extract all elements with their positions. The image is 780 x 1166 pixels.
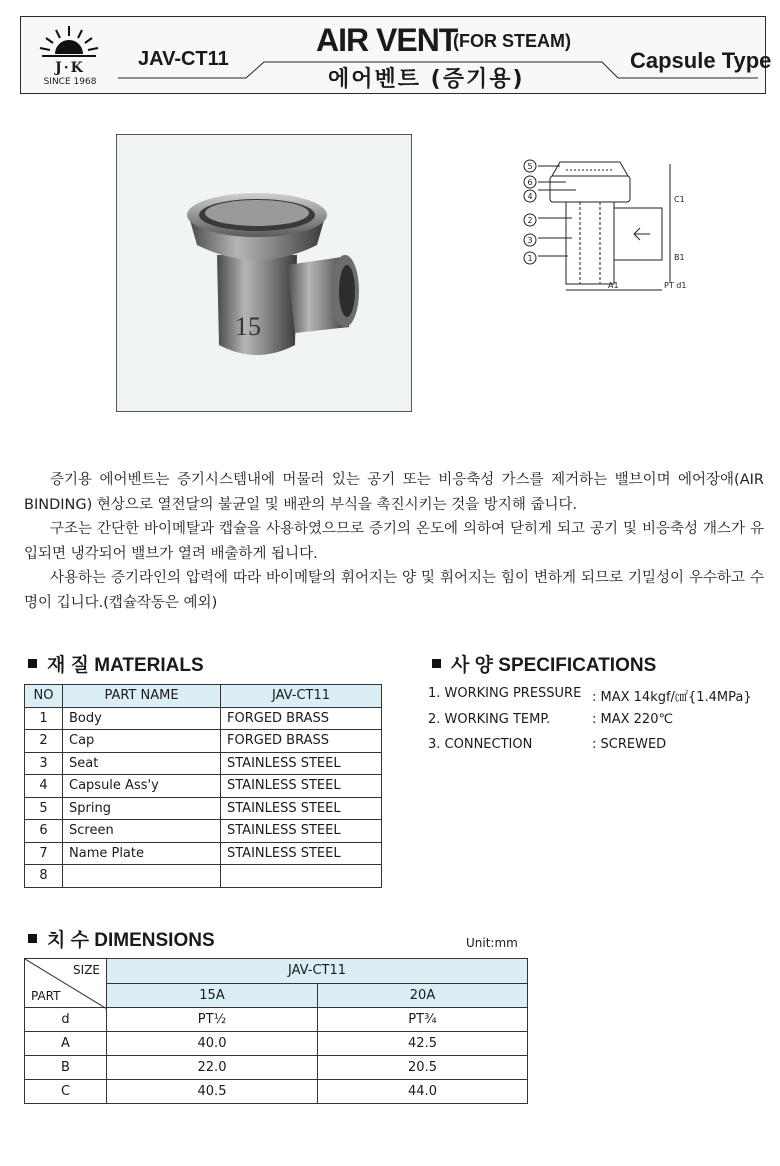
table-row: 3 Seat STAINLESS STEEL	[25, 752, 382, 775]
page-title-suffix: (FOR STEAM)	[453, 31, 571, 51]
column-header: PART NAME	[63, 685, 221, 708]
product-photo	[116, 134, 412, 412]
callout-4	[524, 190, 536, 202]
page-title: AIR VENT	[316, 22, 458, 58]
size-part-corner	[25, 959, 107, 1008]
size-label: SIZE	[73, 963, 100, 977]
brand-logo-text: J·K	[55, 60, 85, 76]
size-header: 15A	[107, 983, 318, 1008]
callout-6	[524, 176, 536, 188]
dimensions-table	[24, 958, 528, 1104]
callout-2	[524, 214, 536, 226]
svg-text:5: 5	[527, 162, 533, 171]
model-number: JAV-CT11	[138, 48, 229, 70]
spec-value: : SCREWED	[592, 737, 667, 752]
table-row: 7 Name Plate STAINLESS STEEL	[25, 842, 382, 865]
table-row: 5 Spring STAINLESS STEEL	[25, 797, 382, 820]
description-paragraph: 구조는 간단한 바이메탈과 캡슐을 사용하였으므로 증기의 온도에 의하여 닫히게 되고 공기 및 비응축성 개스가 유입되면 냉각되어 밸브가 열려 배출하게 됩니다.	[24, 521, 764, 562]
specifications-heading: 사 양 SPECIFICATIONS	[432, 650, 656, 677]
table-row: A 40.0 42.5	[25, 1032, 528, 1056]
sun-logo-icon	[38, 24, 100, 58]
dim-label-b1: B1	[674, 253, 685, 262]
table-row: B 22.0 20.5	[25, 1056, 528, 1080]
column-header: NO	[25, 685, 63, 708]
svg-text:6: 6	[527, 178, 533, 187]
bullet-square-icon	[28, 934, 37, 943]
part-label: PART	[31, 989, 61, 1003]
svg-text:1: 1	[527, 254, 533, 263]
dim-label-a1: A1	[608, 281, 619, 290]
dim-label-c1: C1	[674, 195, 685, 204]
bullet-square-icon	[28, 659, 37, 668]
table-row: 4 Capsule Ass'y STAINLESS STEEL	[25, 775, 382, 798]
description-paragraph: 증기용 에어벤트는 증기시스템내에 머물러 있는 공기 또는 비응축성 가스를 제거하는 밸브이며 에어장애(AIR BINDING) 현상으로 열전달의 불균일 및 배관의 부식을 촉진시키는 것을 방지해 줍니다.	[24, 472, 764, 513]
spec-label: 1. WORKING PRESSURE	[428, 686, 582, 701]
callout-1	[524, 252, 536, 264]
size-header: 20A	[318, 983, 528, 1008]
svg-text:2: 2	[527, 216, 533, 225]
page-title-korean: 에어벤트 (증기용)	[328, 67, 525, 92]
dimensions-heading: 치 수 DIMENSIONS	[28, 925, 215, 952]
table-row: 6 Screen STAINLESS STEEL	[25, 820, 382, 843]
photo-size-mark: 15	[235, 312, 261, 341]
table-row: d PT½ PT¾	[25, 1008, 528, 1032]
brand-since: SINCE 1968	[43, 77, 97, 87]
table-row: 1 Body FORGED BRASS	[25, 707, 382, 730]
spec-value: : MAX 14kgf/㎠{1.4MPa}	[592, 690, 752, 705]
callout-5	[524, 160, 536, 172]
spec-value: : MAX 220℃	[592, 712, 674, 727]
table-row: C 40.5 44.0	[25, 1080, 528, 1104]
svg-text:4: 4	[527, 192, 533, 201]
table-row: 8	[25, 865, 382, 888]
unit-label: Unit:mm	[466, 936, 518, 950]
spec-label: 2. WORKING TEMP.	[428, 712, 551, 727]
materials-heading: 재 질 MATERIALS	[28, 650, 204, 677]
svg-text:3: 3	[527, 236, 533, 245]
description	[24, 468, 764, 615]
air-vent-illustration	[117, 135, 411, 411]
spec-label: 3. CONNECTION	[428, 737, 533, 752]
capsule-type-label: Capsule Type	[630, 48, 772, 73]
bullet-square-icon	[432, 659, 441, 668]
cross-section-drawing	[516, 156, 696, 296]
dim-label-pt: PT d1	[664, 281, 687, 290]
description-paragraph: 사용하는 증기라인의 압력에 따라 바이메탈의 휘어지는 양 및 휘어지는 힘이 변하게 되므로 기밀성이 우수하고 수명이 깁니다.(캡슐작동은 예외)	[24, 570, 764, 611]
table-header-row	[25, 685, 382, 708]
materials-table	[24, 684, 382, 888]
callout-3	[524, 234, 536, 246]
column-header: JAV-CT11	[221, 685, 382, 708]
model-header: JAV-CT11	[107, 959, 528, 984]
table-row: 2 Cap FORGED BRASS	[25, 730, 382, 753]
